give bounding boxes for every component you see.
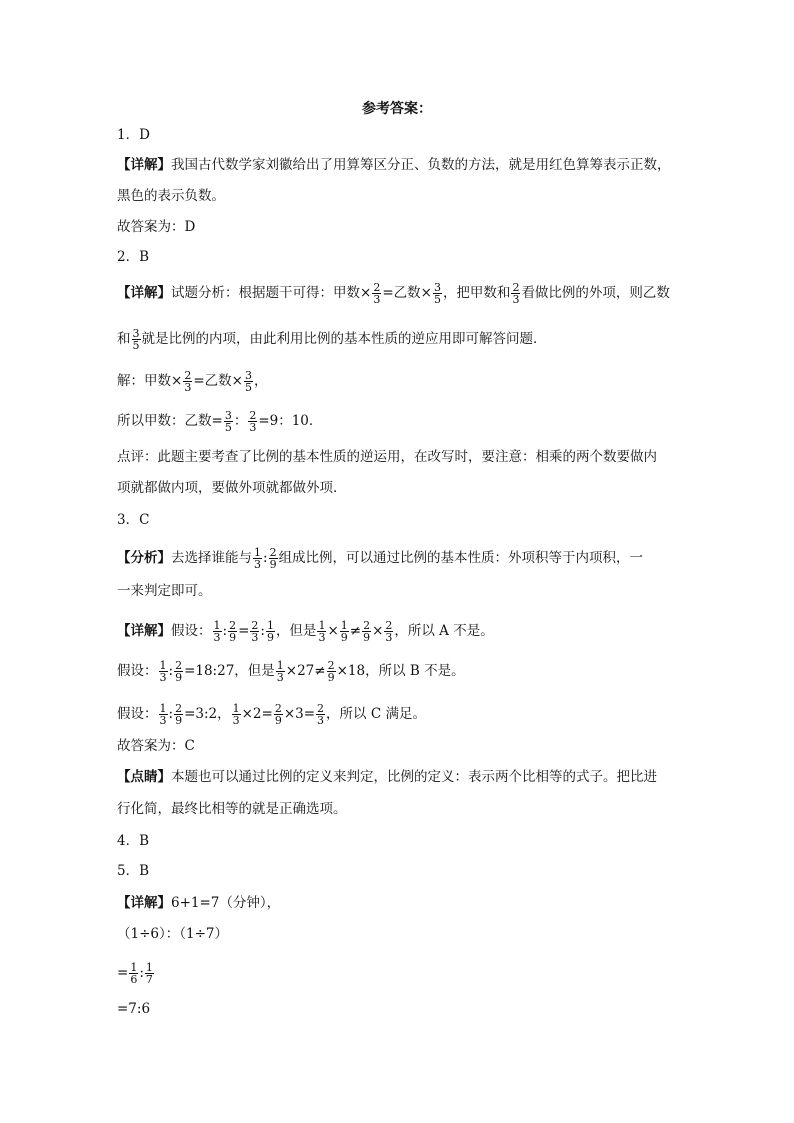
q3-detail-tag: 【详解】 xyxy=(117,623,171,639)
q3-text: : xyxy=(260,623,265,639)
numerator: 1 xyxy=(159,702,167,715)
fraction xyxy=(274,703,283,726)
fraction xyxy=(276,660,285,683)
q1-detail-tag: 【详解】 xyxy=(117,157,171,173)
q2-text: 就是比例的内项，由此利用比例的基本性质的逆应用即可解答问题． xyxy=(141,331,547,347)
fraction xyxy=(159,703,168,726)
fraction xyxy=(174,660,183,683)
denominator: 9 xyxy=(274,714,282,727)
q3-text: ×27≠ xyxy=(285,663,326,679)
q3-text: =3:2， xyxy=(184,706,231,722)
q2-text: ， xyxy=(253,373,268,389)
q2-detail-tag: 【详解】 xyxy=(117,285,171,301)
denominator: 3 xyxy=(373,293,381,306)
numerator: 3 xyxy=(433,281,441,294)
denominator: 5 xyxy=(132,339,140,352)
denominator: 5 xyxy=(224,421,232,434)
q1-number: 1．D xyxy=(117,127,150,143)
denominator: 9 xyxy=(175,671,183,684)
fraction xyxy=(174,703,183,726)
denominator: 7 xyxy=(145,973,153,986)
q3-text: 假设： xyxy=(171,623,212,639)
numerator: 1 xyxy=(130,961,138,974)
q2-detail-line-1 xyxy=(117,282,670,305)
fraction xyxy=(433,282,442,305)
numerator: 2 xyxy=(363,619,371,632)
denominator: 3 xyxy=(184,381,192,394)
fraction xyxy=(340,620,349,643)
fraction xyxy=(129,962,138,985)
denominator: 3 xyxy=(232,714,240,727)
fraction xyxy=(316,703,325,726)
q3-detail-line-2 xyxy=(117,660,465,683)
q3-text: × xyxy=(372,623,384,639)
numerator: 2 xyxy=(184,369,192,382)
numerator: 1 xyxy=(276,659,284,672)
numerator: 2 xyxy=(269,546,277,559)
numerator: 2 xyxy=(512,281,520,294)
denominator: 3 xyxy=(512,293,520,306)
denominator: 3 xyxy=(318,631,326,644)
denominator: 5 xyxy=(244,381,252,394)
q2-number: 2．B xyxy=(117,249,150,265)
q3-analysis-tag: 【分析】 xyxy=(117,550,171,566)
numerator: 1 xyxy=(232,702,240,715)
q5-text: : xyxy=(139,965,144,981)
fraction xyxy=(269,547,278,570)
q3-text: : xyxy=(168,663,174,679)
q3-text: × xyxy=(327,623,339,639)
q2-comment-line-1: 点评：此题主要考查了比例的基本性质的逆运用，在改写时，要注意：相乘的两个数要做内 xyxy=(117,449,657,465)
fraction xyxy=(132,328,141,351)
fraction xyxy=(266,620,275,643)
q2-ratio-line xyxy=(117,410,322,433)
fraction xyxy=(228,620,237,643)
numerator: 2 xyxy=(317,702,325,715)
q3-text: ，所以 A 不是。 xyxy=(394,623,494,639)
fraction xyxy=(362,620,371,643)
numerator: 1 xyxy=(318,619,326,632)
q3-text: ×2= xyxy=(241,706,273,722)
numerator: 2 xyxy=(175,659,183,672)
q3-text: ，但是 xyxy=(275,623,317,639)
q3-text: = xyxy=(238,623,250,639)
q3-text: : xyxy=(263,550,268,566)
q2-text: =9：10． xyxy=(258,413,323,429)
q3-text: : xyxy=(168,706,174,722)
fraction xyxy=(250,620,259,643)
numerator: 2 xyxy=(251,619,259,632)
denominator: 3 xyxy=(276,671,284,684)
numerator: 1 xyxy=(254,546,261,559)
fraction xyxy=(159,660,168,683)
numerator: 2 xyxy=(229,619,237,632)
denominator: 3 xyxy=(317,714,325,727)
q3-text: 假设： xyxy=(117,663,158,679)
fraction xyxy=(232,703,241,726)
fraction xyxy=(384,620,393,643)
q3-text: ×18，所以 B 不是。 xyxy=(336,663,465,679)
q3-note-text: 本题也可以通过比例的定义来判定，比例的定义：表示两个比相等的式子。把比进 xyxy=(171,769,657,785)
q2-solution-line xyxy=(117,370,267,393)
q4-number: 4．B xyxy=(117,833,150,849)
q1-answer: 故答案为：D xyxy=(117,219,196,235)
q5-detail-line-1 xyxy=(117,894,280,912)
q3-text: 假设： xyxy=(117,706,158,722)
q2-text: 试题分析：根据题干可得：甲数× xyxy=(171,285,372,301)
numerator: 3 xyxy=(224,409,232,422)
numerator: 2 xyxy=(385,619,393,632)
numerator: 3 xyxy=(244,369,252,382)
q5-detail-line-2: （1÷6）：（1÷7） xyxy=(117,926,228,942)
fraction xyxy=(213,620,222,643)
q1-detail-text-1: 我国古代数学家刘徽给出了用算筹区分正、负数的方法，就是用红色算筹表示正数， xyxy=(171,157,671,173)
denominator: 9 xyxy=(269,558,277,571)
denominator: 3 xyxy=(249,421,257,434)
denominator: 9 xyxy=(340,631,348,644)
numerator: 1 xyxy=(145,961,153,974)
fraction xyxy=(244,370,253,393)
fraction xyxy=(224,410,233,433)
q2-text: 解：甲数× xyxy=(117,373,183,389)
numerator: 2 xyxy=(327,659,335,672)
numerator: 1 xyxy=(340,619,348,632)
q1-detail-line-2: 黑色的表示负数。 xyxy=(117,188,225,204)
denominator: 9 xyxy=(229,631,237,644)
denominator: 5 xyxy=(433,293,441,306)
denominator: 3 xyxy=(159,714,167,727)
denominator: 9 xyxy=(266,631,274,644)
q2-text: 看做比例的外项，则乙数 xyxy=(521,285,670,301)
q3-note-line-1 xyxy=(117,768,657,786)
page-title: 参考答案： xyxy=(362,101,432,117)
numerator: 2 xyxy=(373,281,381,294)
fraction xyxy=(253,547,262,570)
denominator: 9 xyxy=(363,631,371,644)
q3-number: 3．C xyxy=(117,512,150,528)
q3-note-tag: 【点睛】 xyxy=(117,769,171,785)
q3-detail-line-1 xyxy=(117,620,494,643)
numerator: 3 xyxy=(132,327,140,340)
denominator: 6 xyxy=(130,973,138,986)
q3-text: =18:27，但是 xyxy=(184,663,275,679)
fraction xyxy=(511,282,520,305)
q2-text: ： xyxy=(233,413,248,429)
denominator: 3 xyxy=(159,671,167,684)
denominator: 3 xyxy=(251,631,259,644)
q2-detail-line-2 xyxy=(117,328,547,351)
q3-note-line-2: 行化简，最终比相等的就是正确选项。 xyxy=(117,801,347,817)
q5-detail-line-3 xyxy=(117,962,155,985)
q3-analysis-line-2: 一来判定即可。 xyxy=(117,583,212,599)
fraction xyxy=(248,410,257,433)
numerator: 2 xyxy=(175,702,183,715)
numerator: 1 xyxy=(213,619,221,632)
q3-text: ≠ xyxy=(349,623,362,639)
q2-text: 和 xyxy=(117,331,131,347)
q3-text: ，所以 C 满足。 xyxy=(326,706,426,722)
denominator: 3 xyxy=(254,558,261,571)
q2-text: ，把甲数和 xyxy=(442,285,511,301)
q3-answer: 故答案为：C xyxy=(117,738,195,754)
fraction xyxy=(183,370,192,393)
denominator: 3 xyxy=(213,631,221,644)
q5-number: 5．B xyxy=(117,863,150,879)
q2-text: 所以甲数：乙数= xyxy=(117,413,223,429)
numerator: 1 xyxy=(159,659,167,672)
denominator: 9 xyxy=(327,671,335,684)
q3-text: 组成比例，可以通过比例的基本性质：外项积等于内项积，一 xyxy=(278,550,644,566)
denominator: 9 xyxy=(175,714,183,727)
q5-text: = xyxy=(117,965,129,981)
q5-detail-line-4: =7:6 xyxy=(117,1001,151,1017)
fraction xyxy=(317,620,326,643)
q2-text: =乙数× xyxy=(382,285,432,301)
q5-detail-tag: 【详解】 xyxy=(117,895,171,911)
q1-detail-line-1 xyxy=(117,156,671,174)
q5-text: 6+1=7（分钟）， xyxy=(171,895,281,911)
q3-text: ×3= xyxy=(283,706,316,722)
q2-comment-line-2: 项就都做内项，要做外项就都做外项． xyxy=(117,480,347,496)
denominator: 3 xyxy=(385,631,393,644)
q3-text: : xyxy=(222,623,228,639)
fraction xyxy=(145,962,154,985)
fraction xyxy=(372,282,381,305)
q2-text: =乙数× xyxy=(193,373,243,389)
numerator: 2 xyxy=(274,702,282,715)
q3-detail-line-3 xyxy=(117,703,426,726)
q3-text: 去选择谁能与 xyxy=(171,550,252,566)
q3-analysis-line-1 xyxy=(117,547,643,570)
numerator: 1 xyxy=(266,619,274,632)
fraction xyxy=(327,660,336,683)
numerator: 2 xyxy=(249,409,257,422)
